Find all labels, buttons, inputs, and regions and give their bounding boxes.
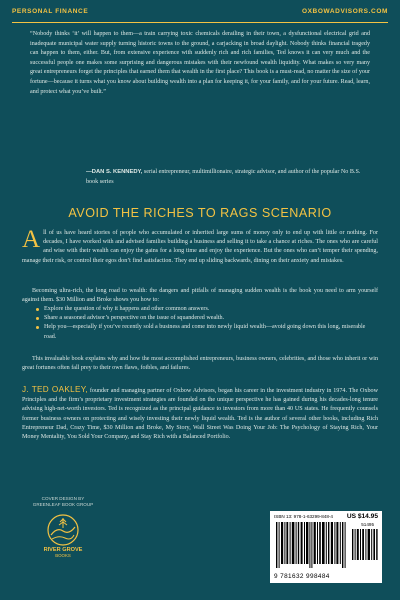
body-paragraph-2: Becoming ultra-rich, the long road to wealth: the dangers and pitfalls of managing sudden wealth is the book you need to arm yourself against them. $30 Million and Broke shows you how to: [22,288,378,304]
price-label: US $14.95 [346,513,378,520]
publisher-block [22,496,104,559]
author-bio [22,385,378,442]
isbn-barcode [270,511,382,583]
publisher-sub: BOOKS [55,553,71,558]
price-addon-barcode-icon [352,522,378,560]
cover-design-credit: COVER DESIGN BY [41,496,85,501]
headline: AVOID THE RICHES TO RAGS SCENARIO [68,206,332,220]
endorsement-quote: “Nobody thinks ‘it’ will happen to them—a train carrying toxic chemicals derailing in their town, a dysfunctional electrical grid and inadequate municipal water supply turning historic towns to the ground, a carjacking in broad daylight. Nobody thinks financial tragedy can happen to them, either. But, from extensive experience with suddenly rich and rich families, Ted knows it can very much and the successful people one makes some surprising and dangerous mistakes with their newfound wealth liquidity. What makes so very many great entrepreneurs forget the principles that earned them that wealth in the first place? This book is a must-read, no matter the size of your fortune—because it turns what you know about building wealth into a plan for keeping it, for your family, and for your future. Read, learn, and protect what you’ve built.” [30,31,370,95]
author-name: J. TED OAKLEY, [22,385,89,394]
paragraph-1-text: ll of us have heard stories of people who accumulated or inherited large sums of money only to end up with little or nothing. For decades, I have worked with and advised families building a business and selling it to take a chance at riches. The ones who are careful and wise with their wealth can enjoy the gains for a long time and enjoy the experience. But the ones who can’t temper their spending, manage their risk, or control their egos don’t find satisfaction. They end up sliding backwards, dining on their anxiety and mistakes. [22,230,378,264]
barcode-digits: 9 781632 998484 [274,573,330,580]
isbn-text: ISBN 13: 978-1-63299-848-4 [274,514,333,519]
header-divider [12,22,388,23]
bullet-item: Share a seasoned advisor’s perspective on the issue of squandered wealth. [36,314,370,323]
body-paragraph-1 [22,226,378,266]
river-grove-logo-icon [43,513,83,547]
body-paragraph-3: This invaluable book explains why and how the most accomplished entrepreneurs, business owners, celebrities, and those who inherit or win great fortunes often fall prey to their own flaws, foibles, and failures. [22,356,378,372]
drop-cap: A [22,226,41,253]
bullet-item: Explore the question of why it happens and other common answers. [36,305,370,314]
publisher-name: RIVER GROVE [43,547,83,553]
bullet-list [36,305,370,342]
design-credit-name: GREENLEAF BOOK GROUP [32,502,94,507]
attribution-name: —DAN S. KENNEDY, [86,169,143,175]
bullet-item: Help you—especially if you’ve recently sold a business and come into newly liquid wealth—avoid going down this long, miserable road. [36,323,370,341]
website-label[interactable]: OXBOWADVISORS.COM [301,8,388,15]
category-label: PERSONAL FINANCE [12,8,89,15]
author-bio-text: founder and managing partner of Oxbow Advisors, began his career in the investment industry in 1974. The Oxbow Principles and the firm’s proprietary investment strategies are founded on the unique perspective he has gained during his decades-long tenure advising high-net-worth investors. Ted is recognized as the principal guidance to investors from more than 40 US states. He frequently counsels former business owners on protecting and wisely investing their newly liquid wealth. Ted is the author of several other books, including Rich Entrepreneur Dad, Crazy Time, $30 Million and Broke, My Story, Wall Street Was Doing Your Job: The Psychology of Staying Rich, Your Money Mentality, You Sold Your Company, and Stay Rich with a Balanced Portfolio. [22,388,378,441]
price-addon-digits: 51495 [361,522,374,527]
quote-attribution [86,168,370,187]
barcode-icon [276,522,346,568]
attribution-title: serial entrepreneur, multimillionaire, strategic advisor, and author of the popular No B.S. book series [86,169,361,185]
header-bar [12,8,388,15]
